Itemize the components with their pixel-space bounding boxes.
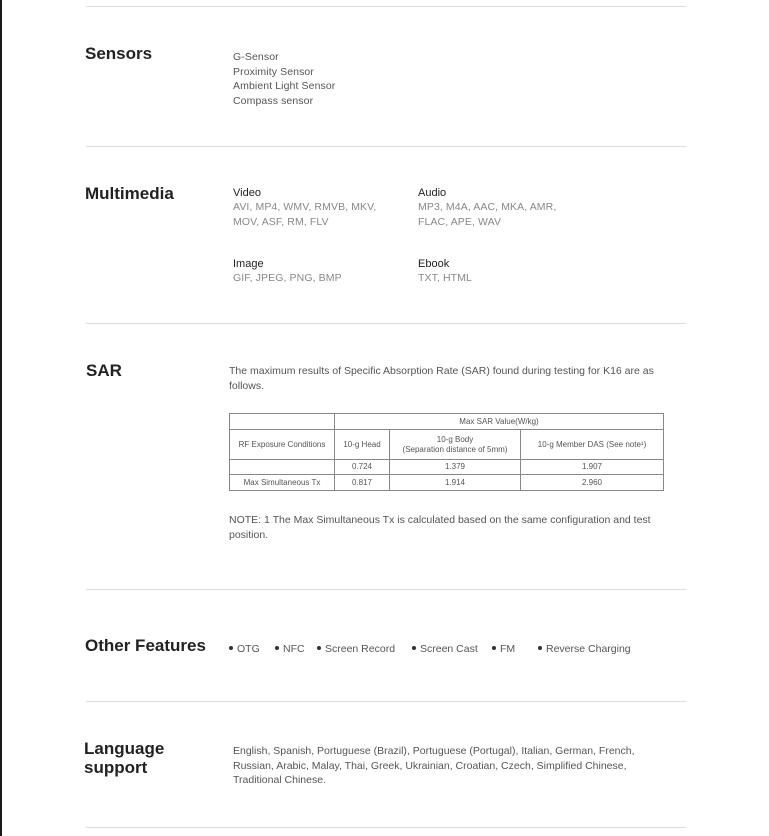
sar-col-body bbox=[390, 430, 521, 460]
sar-col-body-line1: 10-g Body bbox=[436, 435, 474, 444]
bullet-icon bbox=[229, 646, 233, 650]
sensor-item: Ambient Light Sensor bbox=[233, 80, 336, 92]
table-cell: Max Simultaneous Tx bbox=[230, 475, 335, 491]
table-cell: 1.914 bbox=[390, 475, 521, 491]
sar-col-head: 10-g Head bbox=[335, 430, 390, 460]
multimedia-title: Multimedia bbox=[85, 184, 174, 203]
divider bbox=[86, 589, 686, 590]
language-title: Language support bbox=[84, 739, 165, 777]
image-formats: GIF, JPEG, PNG, BMP bbox=[233, 272, 342, 284]
bullet-icon bbox=[317, 646, 321, 650]
divider bbox=[86, 323, 686, 324]
audio-label: Audio bbox=[418, 187, 447, 199]
multimedia-video bbox=[233, 186, 403, 229]
language-list: English, Spanish, Portuguese (Brazil), Portuguese (Portugal), Italian, German, French, Russian, Arabic, Malay, Thai, Greek, Ukrainian, Croatian, Czech, Simplified Chinese, Traditional Chinese. bbox=[233, 745, 635, 786]
sar-title: SAR bbox=[86, 361, 122, 380]
window-left-edge bbox=[0, 0, 2, 836]
multimedia-ebook bbox=[418, 257, 588, 286]
bullet-icon bbox=[492, 646, 496, 650]
sensor-item: Compass sensor bbox=[233, 94, 314, 107]
sar-intro: The maximum results of Specific Absorption Rate (SAR) found during testing for K16 are as follows. bbox=[229, 365, 654, 392]
feature-item: Reverse Charging bbox=[538, 643, 631, 655]
divider bbox=[86, 827, 686, 828]
video-label: Video bbox=[233, 187, 261, 199]
feature-item: Screen Record bbox=[317, 643, 395, 655]
image-label: Image bbox=[233, 258, 264, 270]
table-cell: 2.960 bbox=[521, 475, 664, 491]
multimedia-image bbox=[233, 257, 403, 286]
ebook-label: Ebook bbox=[418, 258, 450, 270]
divider bbox=[86, 6, 686, 7]
feature-item: Screen Cast bbox=[412, 643, 478, 655]
feature-item: OTG bbox=[229, 643, 260, 655]
table-cell: 0.724 bbox=[335, 460, 390, 475]
bullet-icon bbox=[412, 646, 416, 650]
sensors-title: Sensors bbox=[85, 44, 153, 63]
table-row bbox=[230, 460, 664, 475]
sar-row-label: RF Exposure Conditions bbox=[230, 430, 335, 460]
multimedia-audio bbox=[418, 186, 588, 229]
table-cell: 0.817 bbox=[335, 475, 390, 491]
other-features-title: Other Features bbox=[85, 636, 206, 655]
sar-note: NOTE: 1 The Max Simultaneous Tx is calculated based on the same configuration and test position. bbox=[229, 514, 651, 541]
divider bbox=[86, 146, 686, 147]
table-cell: 1.379 bbox=[390, 460, 521, 475]
audio-formats: MP3, M4A, AAC, MKA, AMR, FLAC, APE, WAV bbox=[418, 201, 557, 228]
ebook-formats: TXT, HTML bbox=[418, 272, 472, 284]
sensor-item: Proximity Sensor bbox=[233, 65, 314, 78]
table-row bbox=[230, 475, 664, 491]
bullet-icon bbox=[538, 646, 542, 650]
feature-item: NFC bbox=[275, 643, 305, 655]
divider bbox=[86, 701, 686, 702]
sar-table bbox=[229, 413, 664, 491]
bullet-icon bbox=[275, 646, 279, 650]
table-cell: 1.907 bbox=[521, 460, 664, 475]
sar-col-das: 10-g Member DAS (See note¹) bbox=[521, 430, 664, 460]
sar-col-body-line2: (Separation distance of 5mm) bbox=[402, 444, 508, 454]
sensor-item: G-Sensor bbox=[233, 51, 279, 63]
sar-table-header: Max SAR Value(W/kg) bbox=[335, 414, 664, 430]
video-formats: AVI, MP4, WMV, RMVB, MKV, MOV, ASF, RM, FLV bbox=[233, 201, 377, 228]
sensors-list bbox=[233, 50, 335, 108]
feature-item: FM bbox=[492, 643, 515, 655]
features-list bbox=[229, 643, 649, 657]
